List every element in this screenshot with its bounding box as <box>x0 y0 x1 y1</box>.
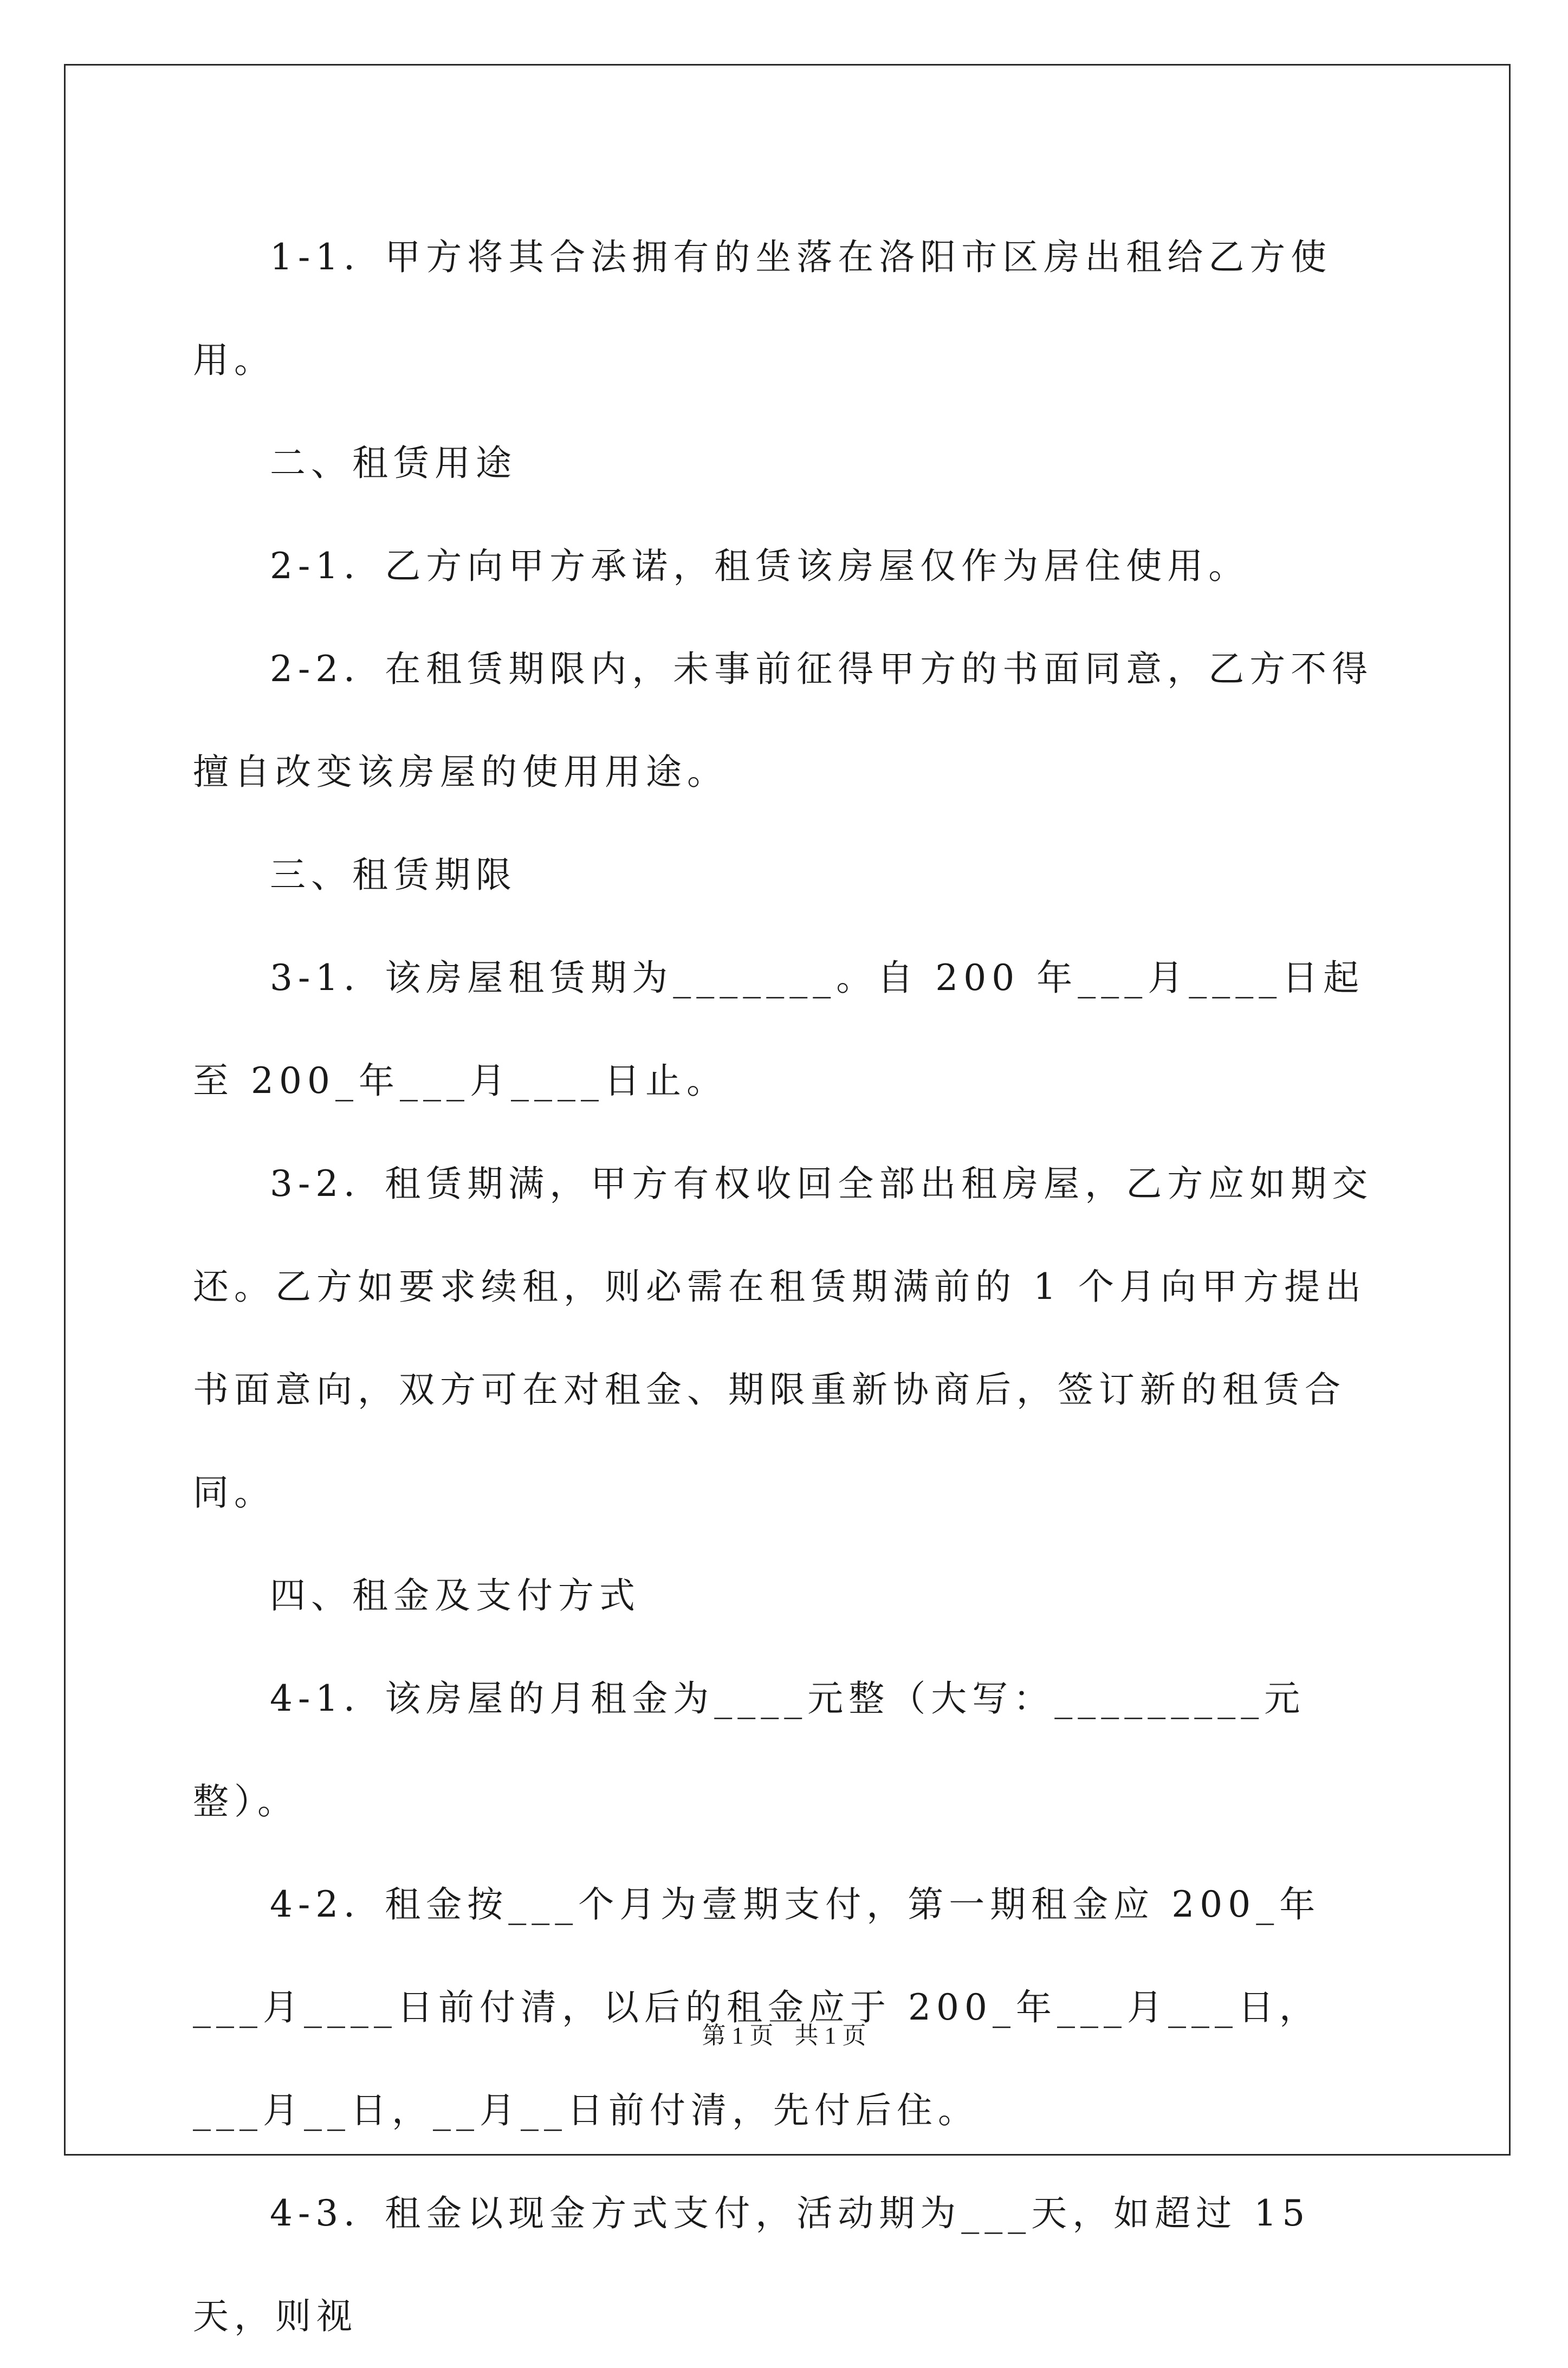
clause-2-1: 2-1．乙方向甲方承诺，租赁该房屋仅作为居住使用。 <box>270 545 1250 587</box>
clause-1-1: 1-1．甲方将其合法拥有的坐落在洛阳市区房出租给乙方使用。 <box>193 236 1332 381</box>
clause-3-1: 3-1．该房屋租赁期为_______。自 200 年___月____日起至 200_年___月____日止。 <box>193 957 1365 1102</box>
clause-2-2: 2-2．在租赁期限内，未事前征得甲方的书面同意，乙方不得擅自改变该房屋的使用用途。 <box>193 648 1373 793</box>
section-heading-rent-payment: 四、租金及支付方式 <box>270 1575 640 1616</box>
page-number: 第 1 页 <box>702 2022 774 2049</box>
clause-3-2: 3-2．租赁期满，甲方有权收回全部出租房屋，乙方应如期交还。乙方如要求续租，则必需在租赁期满前的 1 个月向甲方提出书面意向，双方可在对租金、期限重新协商后，签订新的租赁合同。 <box>193 1163 1373 1513</box>
section-heading-lease-term: 三、租赁期限 <box>270 854 517 896</box>
clause-4-2: 4-2．租金按___个月为壹期支付，第一期租金应 200_年___月____日前付清，以后的租金应于 200_年___月___日，___月__日，__月__日前付清，先付后住。 <box>193 1884 1321 2131</box>
page-footer <box>0 2016 1568 2050</box>
clause-4-3: 4-3．租金以现金方式支付，活动期为___天，如超过 15 天，则视 <box>193 2192 1311 2337</box>
clause-4-1: 4-1．该房屋的月租金为____元整（大写：_________元整）。 <box>193 1678 1306 1822</box>
section-heading-lease-purpose: 二、租赁用途 <box>270 442 517 484</box>
total-pages: 共 1 页 <box>794 2022 866 2049</box>
